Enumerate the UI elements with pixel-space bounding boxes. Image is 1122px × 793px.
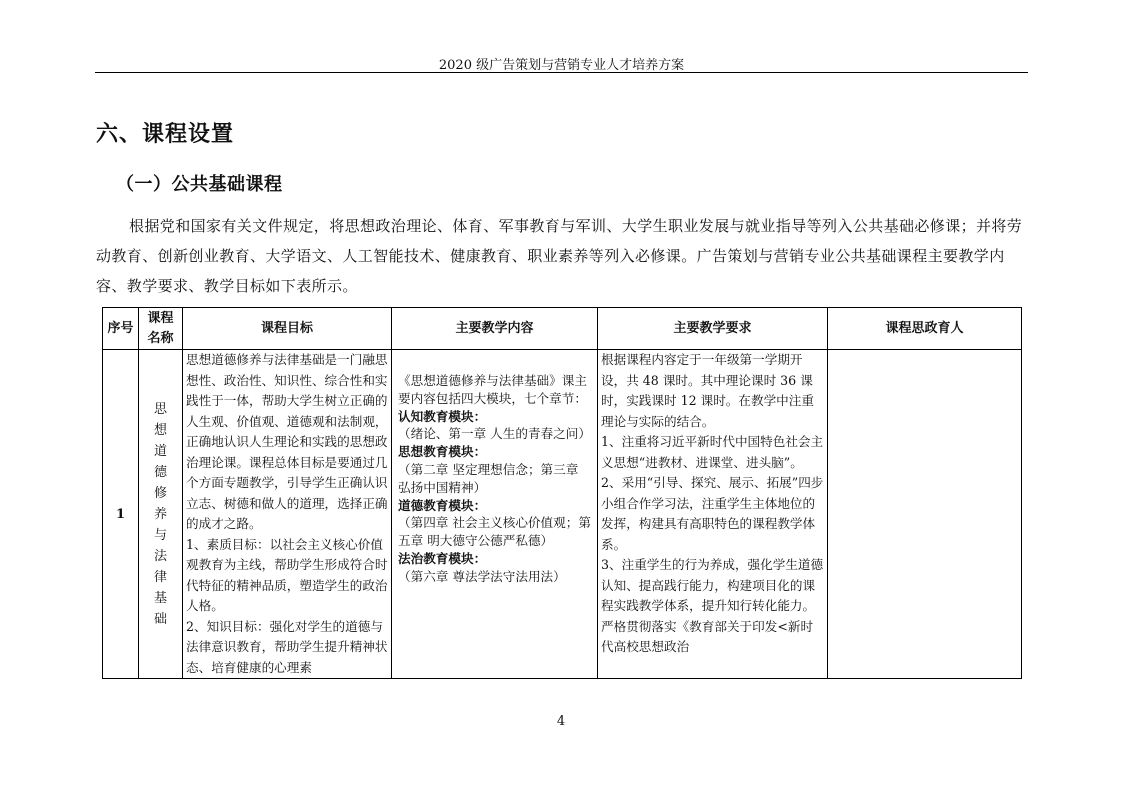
header-requirement: 主要教学要求 — [598, 308, 828, 350]
content-module-text: （第四章 社会主义核心价值观；第五章 明大德守公德严私德） — [398, 515, 591, 549]
page-header-title: 2020 级广告策划与营销专业人才培养方案 — [438, 58, 685, 73]
row-goal: 思想道德修养与法律基础是一门融思想性、政治性、知识性、综合性和实践性于一体，帮助大学生树立正确的人生观、价值观、道德观和法制观，正确地认识人生理论和实践的思想政治理论课。课程总体目标是要通过几个方面专题教学，引导学生正确认识立志、树德和做人的道理，选择正确的成才之路。 1、素质目标：以社会主义核心价值观教育为主线，帮助学生形成符合时代特征的精神品质，塑造学生的政治人格。 2、知识目标：强化对学生的道德与法律意识教育，帮助学生提升精神状态、培育健康的心理素 — [186, 352, 388, 675]
content-module-text: （第六章 尊法学法守法用法） — [398, 568, 566, 584]
course-table — [102, 307, 1022, 679]
content-module-text: （绪论、第一章 人生的青春之问） — [398, 426, 591, 442]
row-goal-cell — [183, 350, 392, 679]
row-requirement-cell — [598, 350, 828, 679]
content-module-title: 法治教育模块： — [398, 550, 487, 566]
header-seq: 序号 — [103, 308, 139, 350]
header-content: 主要教学内容 — [392, 308, 598, 350]
section-heading: 六、课程设置 — [96, 122, 235, 147]
header-ideology: 课程思政育人 — [828, 308, 1022, 350]
content-module-title: 认知教育模块： — [398, 408, 487, 424]
row-ideology-cell — [828, 350, 1022, 679]
page-number: 4 — [556, 714, 566, 729]
content-module-title: 道德教育模块： — [398, 497, 487, 513]
header-goal: 课程目标 — [183, 308, 392, 350]
table-row — [103, 350, 1022, 679]
subsection-heading: （一）公共基础课程 — [116, 174, 283, 195]
content-intro: 《思想道德修养与法律基础》课主要内容包括四大模块，七个章节： — [398, 373, 587, 406]
intro-paragraph: 根据党和国家有关文件规定，将思想政治理论、体育、军事教育与军训、大学生职业发展与就业指导等列入公共基础必修课；并将劳动教育、创新创业教育、大学语文、人工智能技术、健康教育、职业素养等列入必修课。广告策划与营销专业公共基础课程主要教学内容、教学要求、教学目标如下表所示。 — [96, 217, 1023, 295]
content-module-title: 思想教育模块： — [398, 444, 487, 460]
header-name: 课程名称 — [139, 308, 183, 350]
content-module-text: （第二章 坚定理想信念；第三章 弘扬中国精神） — [398, 461, 579, 495]
row-course-name: 思想道德修养与法律基础 — [139, 350, 183, 679]
row-seq: 1 — [103, 350, 139, 679]
row-requirement: 根据课程内容定于一年级第一学期开设，共 48 课时。其中理论课时 36 课时，实践课时 12 课时。在教学中注重理论与实际的结合。 1、注重将习近平新时代中国特色社会主义思想“进教材、进课堂、进头脑”。 2、采用“引导、探究、展示、拓展”四步小组合作学习法，注重学生主体地位的发挥，构建具有高职特色的课程教学体系。 3、注重学生的行为养成，强化学生道德认知、提高践行能力，构建项目化的课程实践教学体系，提升知行转化能力。严格贯彻落实《教育部关于印发<新时代高校思想政治 — [601, 352, 824, 654]
row-content-cell — [392, 350, 598, 679]
header-rule — [95, 72, 1028, 73]
table-header-row — [103, 308, 1022, 350]
